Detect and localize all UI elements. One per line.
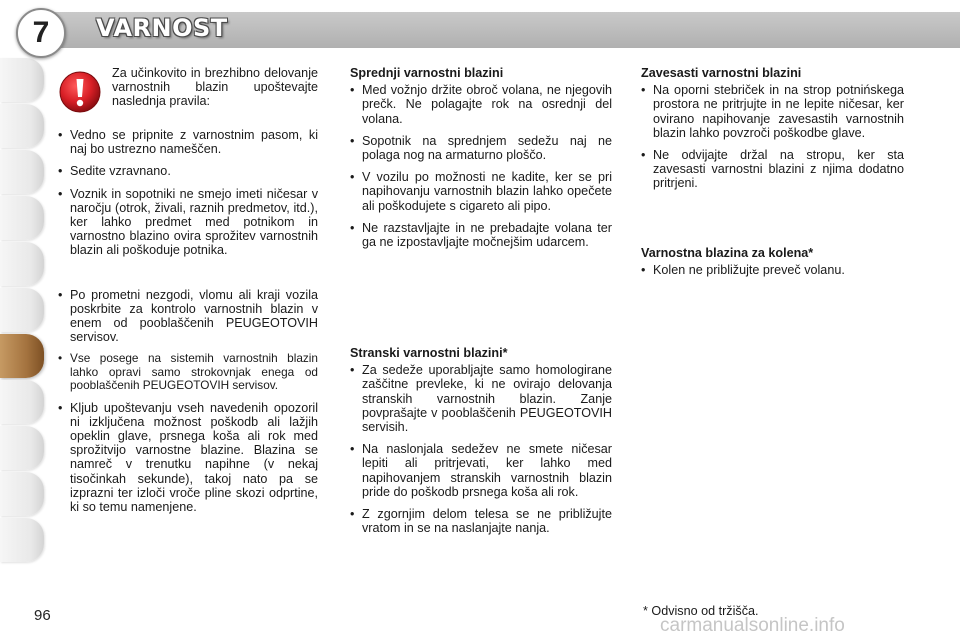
side-airbags-section <box>350 346 612 535</box>
intro-text: Za učinkovito in brezhibno delovanje varnostnih blazin upoštevajte naslednja pravila: <box>112 66 318 109</box>
chapter-tab-7-active[interactable] <box>0 334 44 378</box>
list-item: • Ne odvijajte držal na stropu, ker sta zavesasti varnostni blazini z njima dodatno pritrjeni. <box>641 148 904 191</box>
watermark-text: carmanualsonline.info <box>660 615 845 636</box>
list-item: • Sopotnik na sprednjem sedežu naj ne polaga nog na armaturno ploščo. <box>350 134 612 162</box>
list-item: • Po prometni nezgodi, vlomu ali kraji vozila poskrbite za kontrolo varnostnih blazin v enem od pooblaščenih PEUGEOTOVIH servisov. <box>58 288 318 345</box>
list-item: • Z zgornjim delom telesa se ne približujte vratom in se na naslanjajte nanja. <box>350 507 612 535</box>
page-number: 96 <box>34 607 51 624</box>
footnote: * Odvisno od tržišča. <box>643 604 759 618</box>
knee-airbag-section <box>641 246 904 277</box>
list-item: • Vse posege na sistemih varnostnih blazin lahko opravi samo strokovnjak enega od pooblaščenih PEUGEOTOVIH servisov. <box>58 352 318 392</box>
left-column <box>58 128 318 514</box>
list-item: • Na naslonjala sedežev ne smete ničesar lepiti ali pritrjevati, ker lahko med napihovanjem stranskih varnostnih blazin pride do poškodb prsnega koša ali rok. <box>350 442 612 499</box>
chapter-tab-6[interactable] <box>0 288 44 332</box>
list-item: • Na oporni stebriček in na strop potnińskega prostora ne pritrjujte in ne lepite ničesar, ker ovirano napihovanje zavesastih varnostnih blazin lahko povzroči poškodbe glave. <box>641 83 904 140</box>
list-item: • V vozilu po možnosti ne kadite, ker se pri napihovanju varnostnih blazin lahko opečete ali poškodujete s cigareto ali pipo. <box>350 170 612 213</box>
chapter-tab-4[interactable] <box>0 196 44 240</box>
list-item: • Kolen ne približujte preveč volanu. <box>641 263 904 277</box>
front-airbags-section <box>350 66 612 249</box>
list-item: • Vedno se pripnite z varnostnim pasom, ki naj bo ustrezno nameščen. <box>58 128 318 156</box>
list-item: • Kljub upoštevanju vseh navedenih opozoril ni izključena možnost poškodb ali lažjih opeklin glave, prsnega koša ali rok med sprožitvijo varnostne blazine. Blazina se namreč v trenutku napihne (v nekaj tisočinkah sekunde), takoj nato pa se izprazni ter izloči vroče pline skozi odprtine, ki so temu namenjene. <box>58 401 318 515</box>
section-heading: Sprednji varnostni blazini <box>350 66 504 80</box>
list-item: • Za sedeže uporabljajte samo homologirane zaščitne prevleke, ki ne ovirajo delovanja stranskih varnostnih blazin. Zanje povprašajte v pooblaščenih PEUGEOTOVIH servisih. <box>350 363 612 434</box>
list-item: • Ne razstavljajte in ne prebadajte volana ter ga ne izpostavljajte močnejšim udarcem. <box>350 221 612 249</box>
curtain-airbags-section <box>641 66 904 191</box>
chapter-tab-11[interactable] <box>0 518 44 562</box>
section-heading: Stranski varnostni blazini* <box>350 346 508 360</box>
chapter-tab-5[interactable] <box>0 242 44 286</box>
page-title: VARNOST <box>96 14 228 42</box>
list-item: • Sedite vzravnano. <box>58 164 318 178</box>
section-heading: Zavesasti varnostni blazini <box>641 66 802 80</box>
chapter-tab-9[interactable] <box>0 426 44 470</box>
list-item: • Med vožnjo držite obroč volana, ne njegovih prečk. Ne polagajte rok na osrednji del volana. <box>350 83 612 126</box>
chapter-tab-8[interactable] <box>0 380 44 424</box>
list-item: • Voznik in sopotniki ne smejo imeti ničesar v naročju (otrok, živali, raznih predmetov, itd.), ker lahko predmet med potnikom in varnostno blazino ovira sprožitev varnostnih blazin ali poškoduje potnika. <box>58 187 318 258</box>
section-heading: Varnostna blazina za kolena* <box>641 246 814 260</box>
chapter-tab-10[interactable] <box>0 472 44 516</box>
chapter-tab-2[interactable] <box>0 104 44 148</box>
chapter-number-badge: 7 <box>16 8 66 58</box>
chapter-tab-1[interactable] <box>0 58 44 102</box>
chapter-tab-strip <box>0 58 46 578</box>
chapter-tab-3[interactable] <box>0 150 44 194</box>
exclamation-warning-icon <box>58 70 102 114</box>
